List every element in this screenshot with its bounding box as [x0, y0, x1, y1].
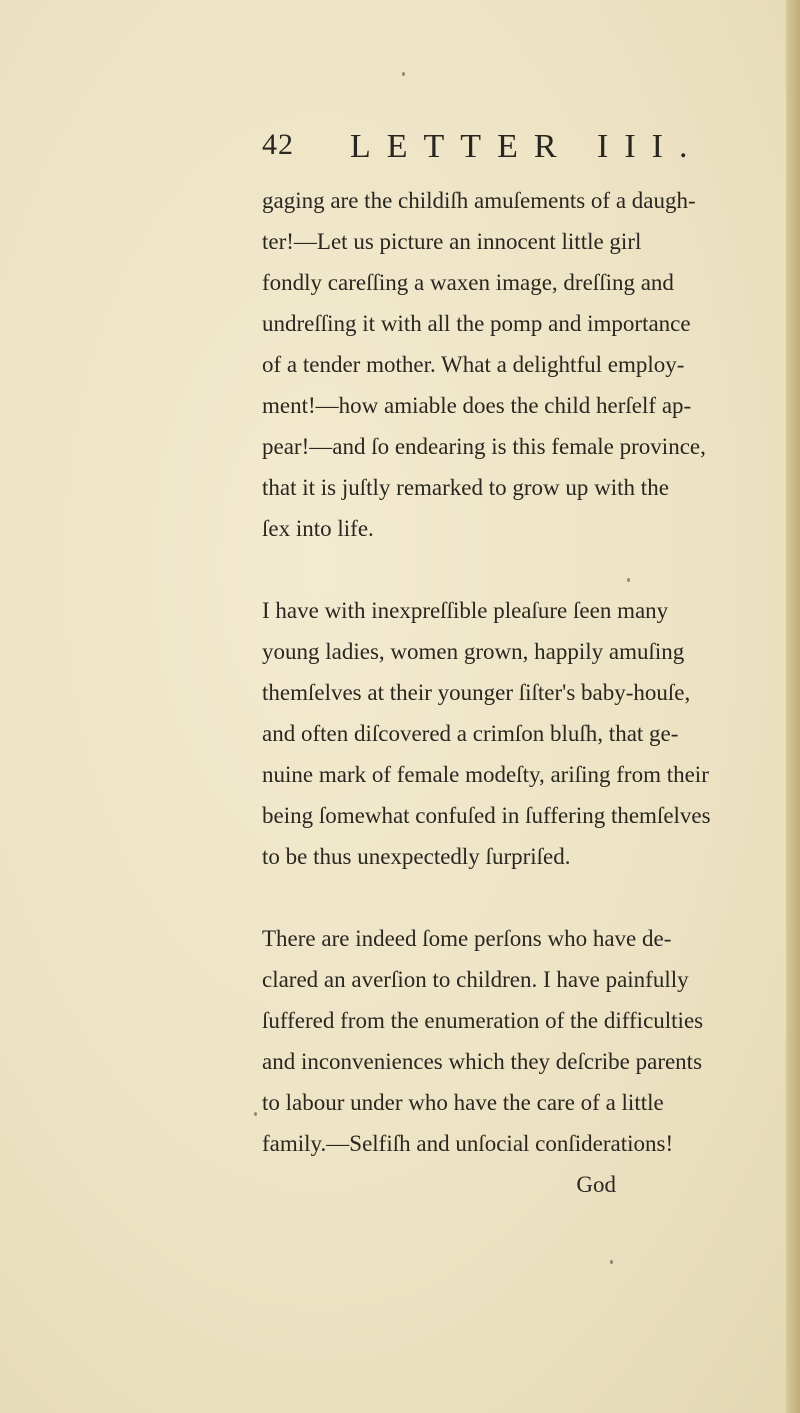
- text-line: of a tender mother. What a delightful employ-: [262, 352, 685, 377]
- paragraph-gap: [262, 877, 624, 918]
- paragraph-3: [262, 918, 704, 1164]
- text-line: pear!—and ſo endearing is this female province,: [262, 434, 706, 459]
- page-number: 42: [262, 128, 294, 161]
- text-line: There are indeed ſome perſons who have de-: [262, 926, 672, 951]
- text-line: gaging are the childiſh amuſements of a daugh-: [262, 188, 696, 213]
- text-line: ment!—how amiable does the child herſelf ap-: [262, 393, 692, 418]
- text-line: being ſomewhat confuſed in ſuffering themſelves: [262, 803, 711, 828]
- paper-speck: [402, 72, 405, 76]
- text-line: ter!—Let us picture an innocent little girl: [262, 229, 642, 254]
- text-line: ſuffered from the enumeration of the difficulties: [262, 1008, 704, 1033]
- paper-speck: [254, 1112, 257, 1116]
- body-text: [262, 180, 711, 1205]
- paragraph-2: [262, 590, 711, 877]
- text-line: and often diſcovered a crimſon bluſh, that ge-: [262, 721, 679, 746]
- text-line: to be thus unexpectedly ſurpriſed.: [262, 844, 571, 869]
- text-line: undreſſing it with all the pomp and importance: [262, 311, 691, 336]
- paper-speck: [610, 1260, 613, 1264]
- paper-speck: [627, 578, 630, 582]
- text-line: themſelves at their younger ſiſter's baby-houſe,: [262, 680, 691, 705]
- text-line: nuine mark of female modeſty, ariſing from their: [262, 762, 709, 787]
- text-line: family.—Selfiſh and unſocial conſiderations!: [262, 1131, 674, 1156]
- catchword: God: [576, 1172, 616, 1197]
- text-line: clared an averſion to children. I have painfully: [262, 967, 689, 992]
- text-line: I have with inexpreſſible pleaſure ſeen many: [262, 598, 669, 623]
- running-head: [262, 128, 704, 168]
- running-title: LETTER III.: [350, 128, 704, 165]
- page-edge-shadow: [786, 0, 800, 1413]
- text-line: and inconveniences which they deſcribe parents: [262, 1049, 703, 1074]
- paragraph-1: [262, 180, 706, 549]
- text-line: that it is juſtly remarked to grow up with the: [262, 475, 669, 500]
- text-line: fondly careſſing a waxen image, dreſſing and: [262, 270, 674, 295]
- catchword-line: [262, 1164, 624, 1205]
- paragraph-gap: [262, 549, 624, 590]
- text-line: ſex into life.: [262, 516, 374, 541]
- text-line: to labour under who have the care of a little: [262, 1090, 664, 1115]
- text-line: young ladies, women grown, happily amuſing: [262, 639, 685, 664]
